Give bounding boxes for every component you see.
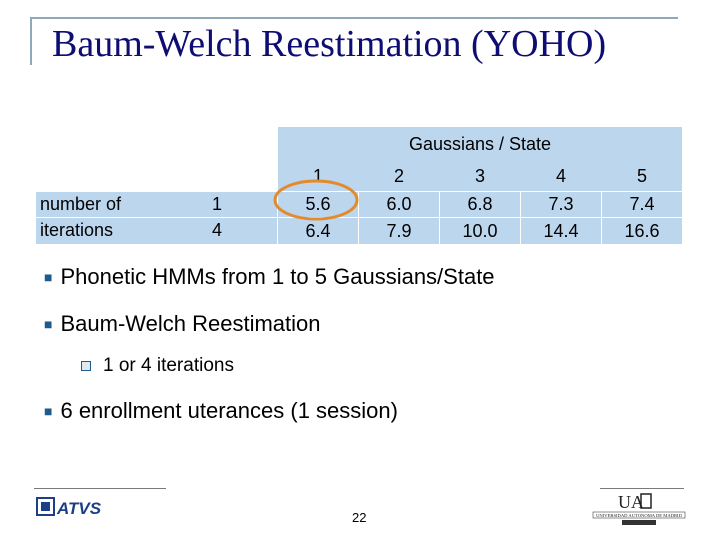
grid-line (601, 191, 602, 244)
table-cell: 6.8 (440, 192, 520, 217)
table-cell: 16.6 (602, 218, 682, 244)
atvs-logo-text: ATVS (57, 499, 102, 518)
row-label-line1: number of (40, 194, 122, 214)
column-header: 2 (393, 165, 404, 186)
column-header: 4 (555, 165, 566, 186)
footer-divider-right (600, 488, 684, 489)
checkbox-bullet-icon (81, 361, 91, 371)
uam-logo-text: UA (618, 492, 644, 512)
iterations-value: 1 (211, 194, 222, 214)
bullet-square-icon: ■ (44, 403, 53, 419)
grid-line (439, 191, 440, 244)
uam-logo-subtext: UNIVERSIDAD AUTONOMA DE MADRID (596, 513, 682, 518)
table-cell: 7.9 (359, 218, 439, 244)
sub-bullet-item (81, 355, 234, 377)
atvs-logo (36, 495, 116, 521)
table-cell: 6.0 (359, 192, 439, 217)
bullet-text: Phonetic HMMs from 1 to 5 Gaussians/State (60, 264, 495, 289)
column-header: 1 (312, 165, 323, 186)
bullet-text: Baum-Welch Reestimation (60, 311, 321, 336)
bullet-square-icon: ■ (44, 269, 53, 285)
iterations-value: 4 (211, 220, 222, 240)
table-cell: 14.4 (521, 218, 601, 244)
table-cell: 6.4 (278, 218, 358, 244)
row-label-line2: iterations (40, 220, 114, 240)
page-number: 22 (352, 510, 367, 525)
table-cell: 10.0 (440, 218, 520, 244)
footer-divider-left (34, 488, 166, 489)
table-cell: 7.3 (521, 192, 601, 217)
sub-bullet-text: 1 or 4 iterations (103, 355, 234, 376)
grid-line (520, 191, 521, 244)
results-table (0, 0, 720, 260)
bullet-square-icon: ■ (44, 316, 53, 332)
table-cell: 7.4 (602, 192, 682, 217)
bullet-item (44, 311, 321, 337)
table-header-label: Gaussians / State (408, 133, 552, 154)
table-cell: 5.6 (278, 192, 358, 217)
bullet-item (44, 398, 398, 424)
highlight-ellipse (270, 176, 362, 222)
column-header: 3 (474, 165, 485, 186)
column-header: 5 (636, 165, 647, 186)
bullet-text: 6 enrollment uterances (1 session) (60, 398, 398, 423)
slide-title: Baum-Welch Reestimation (YOHO) (52, 23, 607, 65)
bullet-item (44, 264, 495, 290)
uam-logo (592, 491, 686, 527)
